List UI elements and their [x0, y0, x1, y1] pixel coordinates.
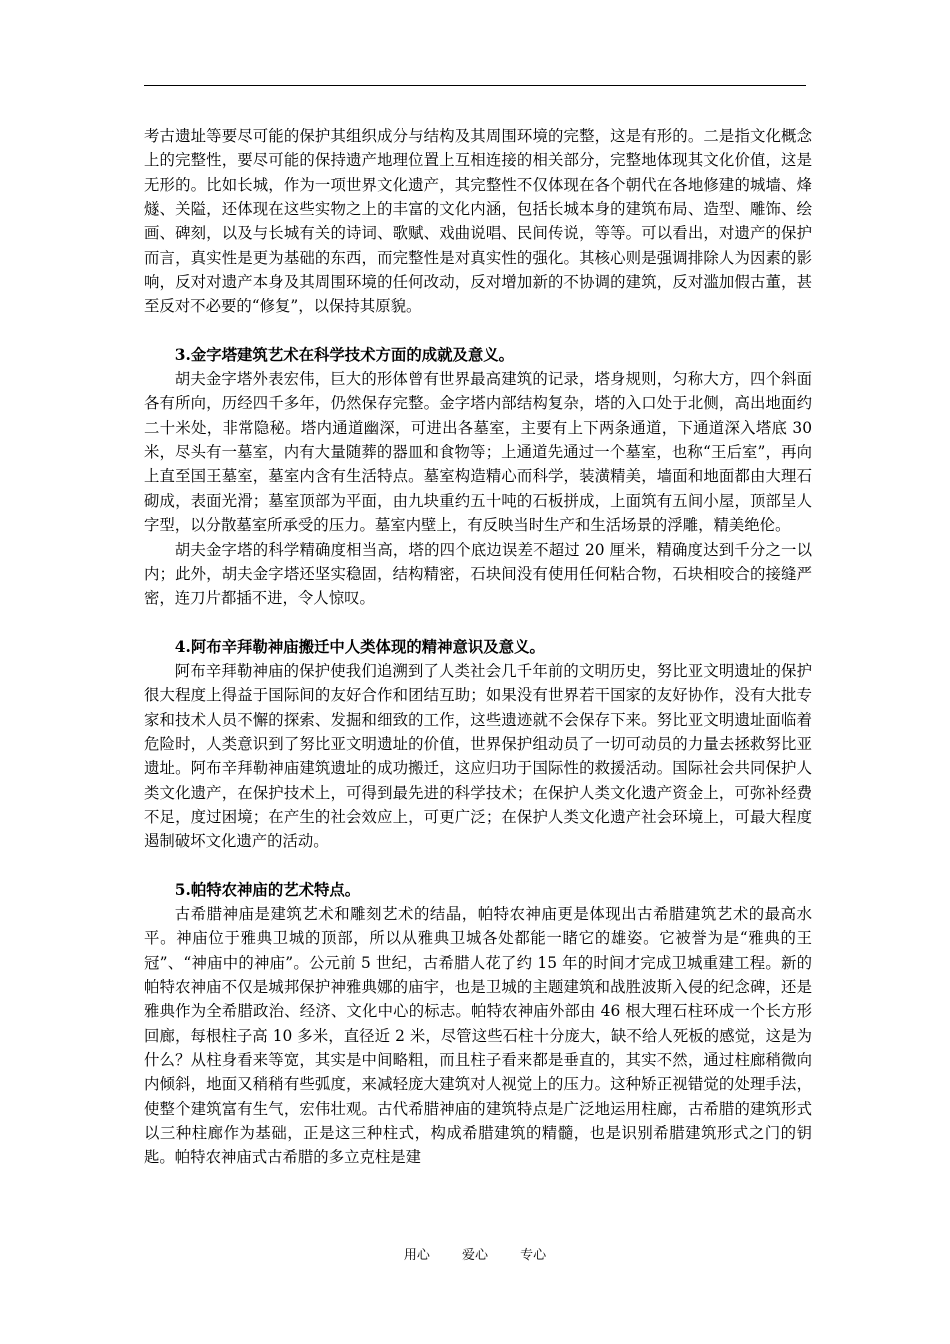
footer-word-3: 专心	[520, 1248, 547, 1263]
paragraph-pyramid-precision: 胡夫金字塔的科学精确度相当高，塔的四个底边误差不超过 20 厘米，精确度达到千分之一以内；此外，胡夫金字塔还坚实稳固，结构精密，石块间没有使用任何粘合物，石块相咬合的接缝严密，连刀片都插不进，令人惊叹。	[144, 540, 812, 608]
document-body	[144, 124, 812, 1170]
page-footer	[0, 1247, 950, 1265]
paragraph-integrity: 考古遗址等要尽可能的保护其组织成分与结构及其周围环境的完整，这是有形的。二是指文化概念上的完整性，要尽可能的保持遗产地理位置上互相连接的相关部分，完整地体现其文化价值，这是无形的。比如长城，作为一项世界文化遗产，其完整性不仅体现在各个朝代在各地修建的城墙、烽燧、关隘，还体现在这些实物之上的丰富的文化内涵，包括长城本身的建筑布局、造型、雕饰、绘画、碑刻，以及与长城有关的诗词、歌赋、戏曲说唱、民间传说，等等。可以看出，对遗产的保护而言，真实性是更为基础的东西，而完整性是对真实性的强化。其核心则是强调排除人为因素的影响，反对对遗产本身及其周围环境的任何改动，反对增加新的不协调的建筑，反对滥加假古董，甚至反对不必要的“修复”，以保持其原貌。	[144, 127, 812, 316]
heading-parthenon: 5.帕特农神庙的艺术特点。	[174, 880, 361, 899]
heading-abu-simbel: 4.阿布辛拜勒神庙搬迁中人类体现的精神意识及意义。	[174, 637, 545, 656]
heading-pyramid: 3.金字塔建筑艺术在科学技术方面的成就及意义。	[174, 345, 515, 364]
footer-word-2: 爱心	[461, 1248, 488, 1263]
paragraph-pyramid-structure: 胡夫金字塔外表宏伟，巨大的形体曾有世界最高建筑的记录，塔身规则，匀称大方，四个斜面各有所向，历经四千多年，仍然保存完整。金字塔内部结构复杂，塔的入口处于北侧，高出地面约二十米处，非常隐秘。塔内通道幽深，可进出各墓室，主要有上下两条通道，下通道深入塔底 30 米，尽头有一墓室，内有大量随葬的器皿和食物等；上通道先通过一个墓室，也称“王后室”，再向上直至国王墓室，墓室内含有生活特点。墓室构造精心而科学，装潢精美，墙面和地面都由大理石砌成，表面光滑；墓室顶部为平面，由九块重约五十吨的石板拼成，上面筑有五间小屋，顶部呈人字型，以分散墓室所承受的压力。墓室内壁上，有反映当时生产和生活场景的浮雕，精美绝伦。	[144, 370, 812, 535]
footer-word-1: 用心	[403, 1248, 430, 1263]
paragraph-abu-simbel: 阿布辛拜勒神庙的保护使我们追溯到了人类社会几千年前的文明历史，努比亚文明遗址的保护很大程度上得益于国际间的友好合作和团结互助；如果没有世界若干国家的友好协作，没有大批专家和技术人员不懈的探索、发掘和细致的工作，这些遗迹就不会保存下来。努比亚文明遗址面临着危险时，人类意识到了努比亚文明遗址的价值，世界保护组动员了一切可动员的力量去拯救努比亚遗址。阿布辛拜勒神庙建筑遗址的成功搬迁，这应归功于国际性的救援活动。国际社会共同保护人类文化遗产，在保护技术上，可得到最先进的科学技术；在保护人类文化遗产资金上，可弥补经费不足，度过困境；在产生的社会效应上，可更广泛；在保护人类文化遗产社会环境上，可最大程度遏制破坏文化遗产的活动。	[144, 661, 812, 851]
header-rule	[144, 85, 806, 86]
paragraph-parthenon: 古希腊神庙是建筑艺术和雕刻艺术的结晶，帕特农神庙更是体现出古希腊建筑艺术的最高水平。神庙位于雅典卫城的顶部，所以从雅典卫城各处都能一睹它的雄姿。它被誉为是“雅典的王冠”、“神庙中的神庙”。公元前 5 世纪，古希腊人花了约 15 年的时间才完成卫城重建工程。新的帕特农神庙不仅是城邦保护神雅典娜的庙宇，也是卫城的主题建筑和战胜波斯入侵的纪念碑，还是雅典作为全希腊政治、经济、文化中心的标志。帕特农神庙外部由 46 根大理石柱环成一个长方形回廊，每根柱子高 10 多米，直径近 2 米，尽管这些石柱十分庞大，缺不给人死板的感觉，这是为什么？从柱身看来等宽，其实是中间略粗，而且柱子看来都是垂直的，其实不然，通过柱廊稍微向内倾斜，地面又稍稍有些弧度，来减轻庞大建筑对人视觉上的压力。这种矫正视错觉的处理手法，使整个建筑富有生气，宏伟壮观。古代希腊神庙的建筑特点是广泛地运用柱廊，古希腊的建筑形式以三种柱廊作为基础，正是这三种柱式，构成希腊建筑的精髓，也是识别希腊建筑形式之门的钥匙。帕特农神庙式古希腊的多立克柱是建	[144, 904, 812, 1167]
